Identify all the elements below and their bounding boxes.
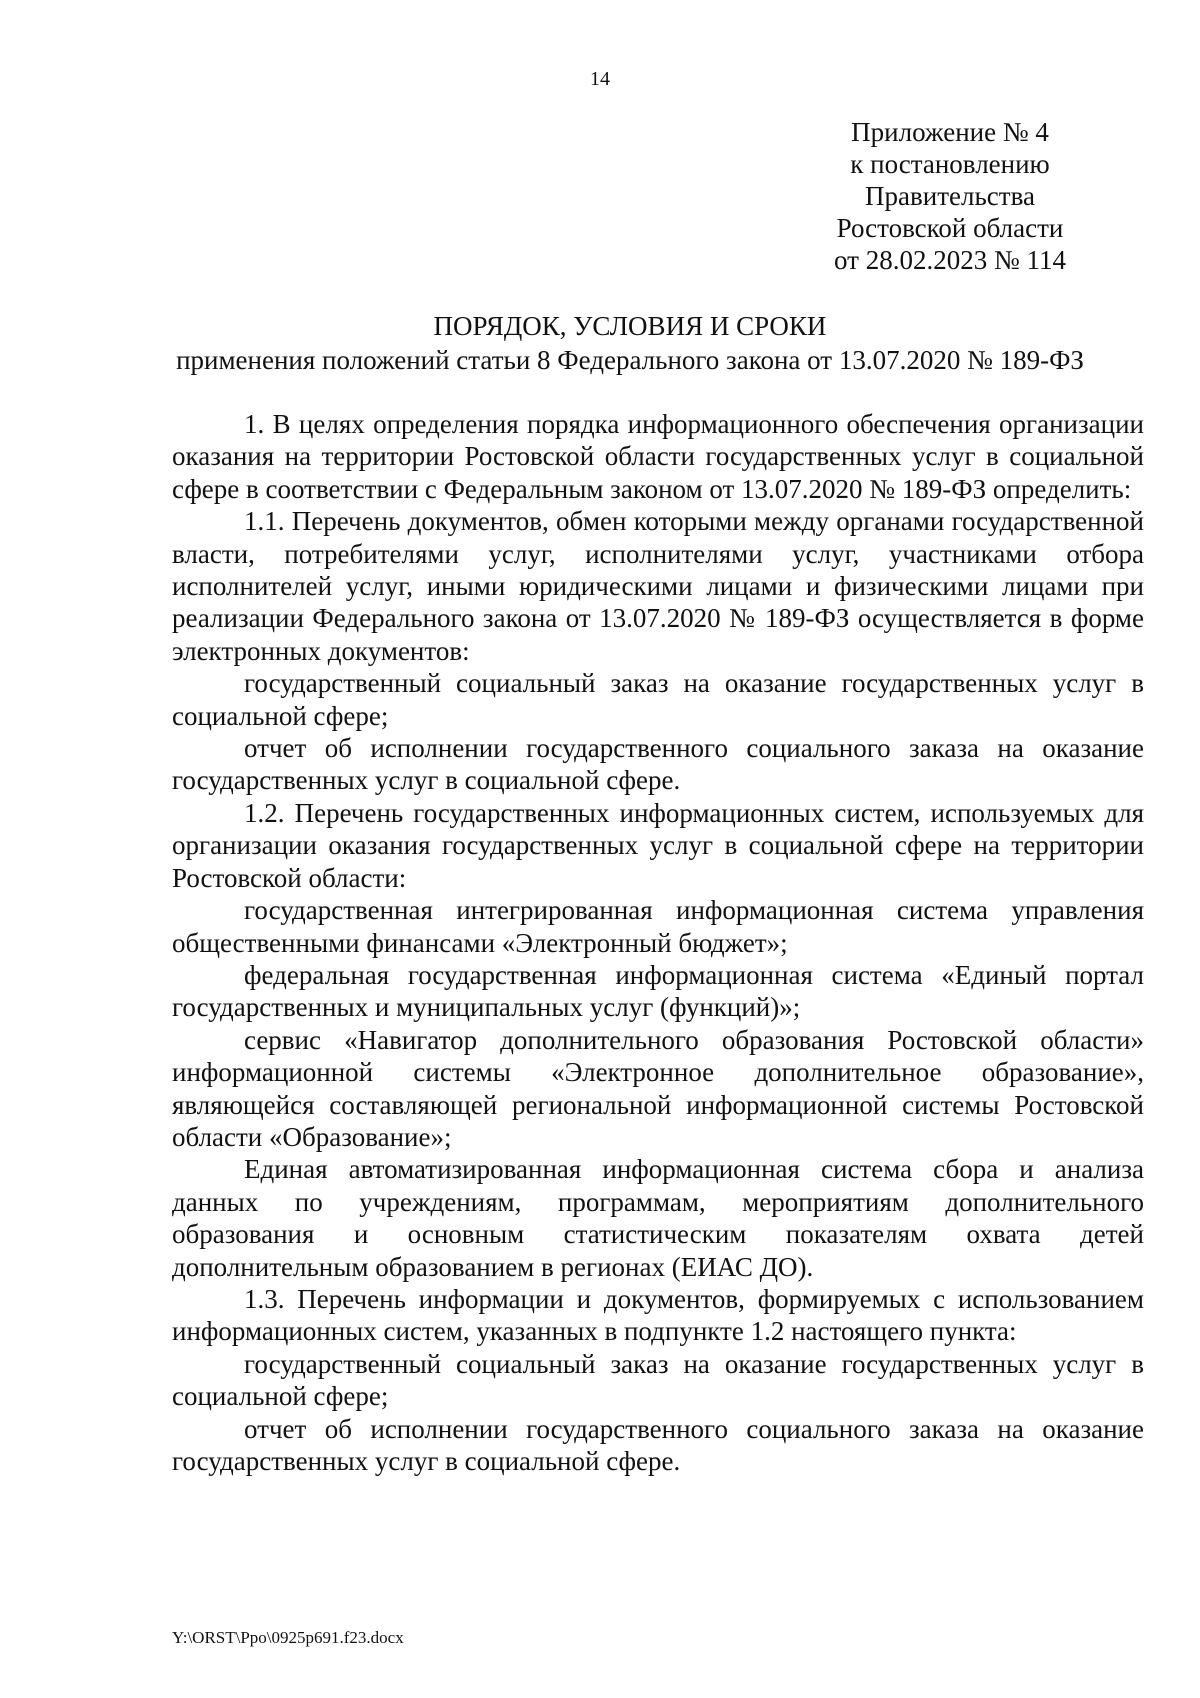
- paragraph: государственная интегрированная информационная система управления общественными финансами «Электронный бюджет»;: [172, 895, 1144, 958]
- appendix-line: от 28.02.2023 № 114: [834, 245, 1066, 275]
- appendix-line: Ростовской области: [836, 213, 1064, 243]
- document-body: [172, 408, 1144, 1477]
- paragraph: отчет об исполнении государственного социального заказа на оказание государственных услуг в социальной сфере.: [172, 1413, 1144, 1476]
- appendix-block: [800, 116, 1100, 276]
- document-title: ПОРЯДОК, УСЛОВИЯ И СРОКИ: [433, 311, 827, 341]
- appendix-line: Правительства: [865, 181, 1035, 211]
- paragraph: отчет об исполнении государственного социального заказа на оказание государственных услуг в социальной сфере.: [172, 733, 1144, 796]
- appendix-line: Приложение № 4: [851, 117, 1049, 147]
- paragraph: 1.3. Перечень информации и документов, формируемых с использованием информационных систем, указанных в подпункте 1.2 настоящего пункта:: [172, 1283, 1144, 1347]
- paragraph: федеральная государственная информационная система «Единый портал государственных и муниципальных услуг (функций)»;: [172, 959, 1144, 1023]
- appendix-line: к постановлению: [850, 149, 1050, 179]
- paragraph: государственный социальный заказ на оказание государственных услуг в социальной сфере;: [172, 1348, 1144, 1412]
- paragraph: Единая автоматизированная информационная система сбора и анализа данных по учреждениям, программам, мероприятиям дополнительного образования и основным статистическим показателям охвата детей дополнительным образованием в регионах (ЕИАС ДО).: [172, 1154, 1144, 1282]
- paragraph: сервис «Навигатор дополнительного образования Ростовской области» информационной системы «Электронное дополнительное образование», являющейся составляющей региональной информационной системы Ростовской области «Образование»;: [172, 1024, 1144, 1152]
- page-number: 14: [590, 68, 610, 90]
- paragraph: 1.1. Перечень документов, обмен которыми между органами государственной власти, потребителями услуг, исполнителями услуг, участниками отбора исполнителей услуг, иными юридическими лицами и физическими лицами при реализации Федерального закона от 13.07.2020 № 189-ФЗ осуществляется в форме электронных документов:: [172, 506, 1144, 666]
- paragraph: государственный социальный заказ на оказание государственных услуг в социальной сфере;: [172, 668, 1144, 731]
- paragraph: 1. В целях определения порядка информационного обеспечения организации оказания на территории Ростовской области государственных услуг в социальной сфере в соответствии с Федеральным законом от 13.07.2020 № 189-ФЗ определить:: [172, 409, 1144, 504]
- document-subtitle: применения положений статьи 8 Федерального закона от 13.07.2020 № 189-ФЗ: [176, 345, 1084, 375]
- paragraph: 1.2. Перечень государственных информационных систем, используемых для организации оказания государственных услуг в социальной сфере на территории Ростовской области:: [172, 797, 1144, 893]
- file-path-footer: Y:\ORST\Ppo\0925p691.f23.docx: [172, 1628, 404, 1647]
